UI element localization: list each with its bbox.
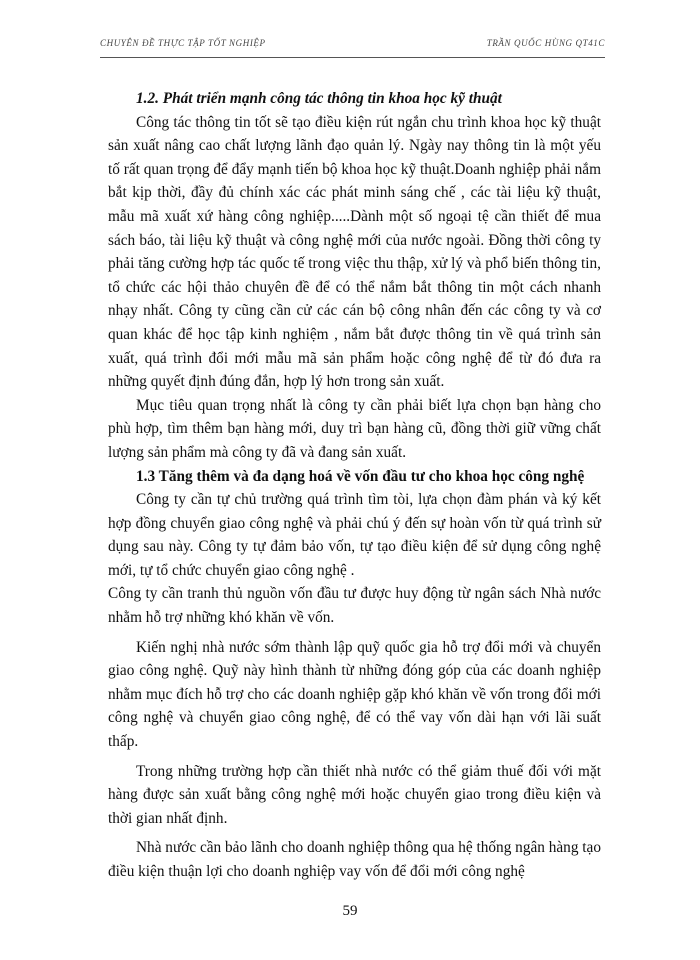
paragraph-tax-reduction: Trong những trường hợp cần thiết nhà nước có thể giảm thuế đối với mặt hàng được sản xuất bằng công nghệ mới hoặc chuyển giao trong điều kiện và thời gian nhất định. — [108, 762, 601, 827]
header-rule — [100, 57, 605, 58]
body-text — [108, 87, 601, 884]
header-left-text: CHUYÊN ĐỀ THỰC TẬP TỐT NGHIỆP — [100, 38, 266, 48]
paragraph-customer-goal: Mục tiêu quan trọng nhất là công ty cần phải biết lựa chọn bạn hàng cho phù hợp, tìm thêm bạn hàng mới, duy trì bạn hàng cũ, đồng thời giữ vững chất lượng sản phẩm mà công ty đã và đang sản xuất. — [108, 396, 601, 461]
paragraph-information-work: Công tác thông tin tốt sẽ tạo điều kiện rút ngắn chu trình khoa học kỹ thuật sản xuất nâng cao chất lượng lãnh đạo quản lý. Ngày nay thông tin là một yếu tố rất quan trọng để đẩy mạnh tiến bộ khoa học kỹ thuật.Doanh nghiệp phải nắm bắt kịp thời, đầy đủ chính xác các phát minh sáng chế , các tài liệu kỹ thuật, mẫu mã xuất xứ hàng công nghiệp.....Dành một số ngoại tệ cần thiết để mua sách báo, tài liệu kỹ thuật và công nghệ mới của nước ngoài. Đồng thời công ty phải tăng cường hợp tác quốc tế trong việc thu thập, xử lý và phổ biến thông tin, tổ chức các hội thảo chuyên đề để có thể nắm bắt thông tin một cách nhanh nhạy nhất. Công ty cũng cần cử các cán bộ công nhân đến các công ty và cơ quan khác để học tập kinh nghiệm , nắm bắt được thông tin về quá trình sản xuất, quá trình đổi mới mẫu mã sản phẩm hoặc công nghệ để từ đó đưa ra những quyết định đúng đắn, hợp lý hơn trong sản xuất. — [108, 113, 601, 391]
paragraph-state-budget: Công ty cần tranh thủ nguồn vốn đầu tư được huy động từ ngân sách Nhà nước nhằm hỗ trợ những khó khăn về vốn. — [108, 585, 601, 627]
section-heading-1-3: 1.3 Tăng thêm và đa dạng hoá về vốn đầu tư cho khoa học công nghệ — [136, 467, 585, 485]
page-number: 59 — [342, 903, 358, 919]
paragraph-national-fund: Kiến nghị nhà nước sớm thành lập quỹ quốc gia hỗ trợ đổi mới và chuyển giao công nghệ. Quỹ này hình thành từ những đóng góp của các doanh nghiệp nhằm mục đích hỗ trợ cho các doanh nghiệp gặp khó khăn về vốn trong đổi mới công nghệ và chuyển giao công nghệ, để có thể vay vốn dài hạn với lãi suất thấp. — [108, 638, 601, 751]
section-heading-1-2: 1.2. Phát triển mạnh công tác thông tin khoa học kỹ thuật — [136, 90, 502, 107]
paragraph-self-reliance: Công ty cần tự chủ trường quá trình tìm tòi, lựa chọn đàm phán và ký kết hợp đồng chuyển giao công nghệ và phải chú ý đến sự hoàn vốn từ quá trình sử dụng sau này. Công ty tự đảm bảo vốn, tự tạo điều kiện để sử dụng công nghệ mới, tự tổ chức chuyển giao công nghệ . — [108, 491, 601, 579]
running-header — [100, 38, 605, 52]
paragraph-bank-guarantee: Nhà nước cần bảo lãnh cho doanh nghiệp thông qua hệ thống ngân hàng tạo điều kiện thuận lợi cho doanh nghiệp vay vốn để đổi mới công nghệ — [108, 839, 601, 880]
header-right-text: TRẦN QUỐC HÙNG QT41C — [486, 38, 605, 48]
